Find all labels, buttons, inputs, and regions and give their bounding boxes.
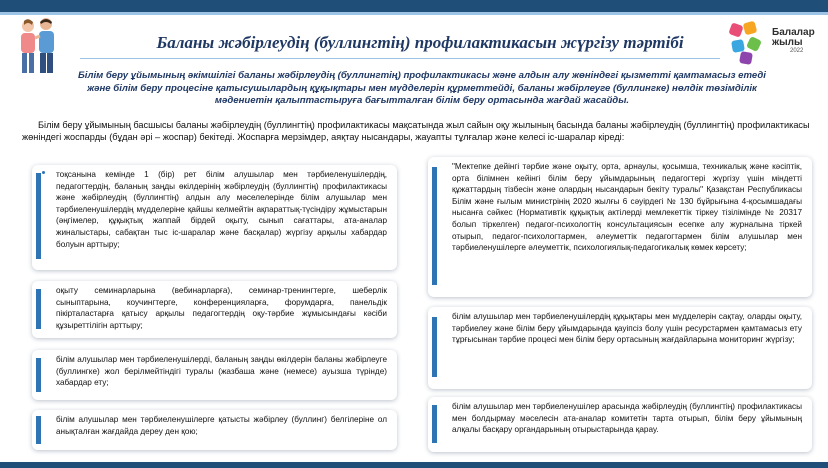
box-accent-bar — [432, 317, 437, 377]
logo-line1: Балалар — [772, 27, 815, 38]
measure-box-psychology — [428, 157, 812, 297]
measure-text: тоқсанына кемінде 1 (бір) рет білім алушылар мен тәрбиеленушілердің, педагогтердің, баланың заңды өкілдерінің жәбірлеудің (буллингтің) профилактикасы және жәбірлеудің (буллингтің) алдын алу мәселелерінде білім алушылар мен тәрбиеленушілердің мүдделеріне қайшы келмейтін ақпараттық-түсіндіру жұмыстарын (әңгімелер, құқықтық жаппай бірдей оқыту, сынып сағаттары, ата-аналар жиналыстары, сабақтан тыс іс-шаралар және басқалар) жүргізу арқылы хабардар болуын арттыру; — [56, 170, 387, 249]
measure-text: білім алушылар мен тәрбиеленушілер арасында жәбірлеудің (буллингтің) профилактикасы мен болдырмау мәселесін ата-аналар комитетін тарта отырып, білім беру ұйымының алқалы басқару органдарының отырыстарында қарау. — [452, 402, 802, 435]
measure-box-response — [32, 410, 397, 450]
logo-year: 2022 — [790, 48, 804, 54]
box-accent-bar — [432, 405, 437, 443]
logo-text — [772, 28, 815, 48]
measure-text: білім алушылар мен тәрбиеленушілерді, баланың заңды өкілдерін баланы жәбірлеуге (буллингке) жол берілмейтіндігі туралы (жазбаша және (немесе) ауызша түрінде) хабардар ету; — [56, 355, 387, 388]
box-accent-bar — [36, 416, 41, 444]
title-divider — [80, 58, 720, 59]
bottom-bar — [0, 462, 828, 468]
measure-box-monitoring — [428, 307, 812, 389]
top-bar-stripe — [0, 12, 828, 15]
intro-paragraph: Білім беру ұйымының әкімшілігі баланы жәбірлеудің (буллингтің) профилактикасы және алдын алу жөніндегі қызметті қамтамасыз етеді және білім беру процесіне қатысушылардың құқықтары мен мүдделерін құрметтейді, баланы жәбірлеуге (буллингке) нөлдік төзімділік мәдениетін қалыптастыруға бағытталған білім беру ортасында жағдай жасайды. — [78, 70, 766, 106]
box-accent-bar — [432, 167, 437, 285]
box-accent-bar — [36, 358, 41, 392]
logo-line2: жылы — [772, 37, 803, 48]
measure-box-awareness — [32, 165, 397, 270]
box-bullet-icon — [42, 171, 45, 174]
measure-text: білім алушылар мен тәрбиеленушілерге қатысты жәбірлеу (буллинг) белгілеріне ол анықталған жағдайда дереу ден қою; — [56, 415, 387, 436]
measure-box-inform — [32, 350, 397, 400]
top-bar — [0, 0, 828, 12]
measure-box-committee — [428, 397, 812, 452]
lead-paragraph: Білім беру ұйымының басшысы баланы жәбірлеудің (буллингтің) профилактикасы мақсатында жыл сайын оқу жылының басында баланы жәбірлеудің (буллингтің) профилактикасы жөніндегі жоспарды (бұдан әрі – жоспар) бекітеді. Жоспарға мерзімдер, аяқтау нысандары, жауапты тұлғалар және келесі іс-шаралар кіреді: — [22, 120, 810, 142]
page-title: Баланы жәбірлеудің (буллингтің) профилактикасын жүргізу тәртібі — [156, 33, 684, 52]
measure-text: "Мектепке дейінгі тәрбие және оқыту, орта, арнаулы, қосымша, техникалық және кәсіптік, орта білімнен кейінгі білім беру ұйымдарының педагогтері жүргізу үшін міндетті құжаттардың тізбесін және олардың нысандарын бекіту туралы" Қазақстан Республикасы Білім және ғылым министрінің 2020 жылғы 6 сәуірдегі № 130 бұйрығына 4-қосымшадағы нысанға сәйкес (Нормативтік құқықтық актілерді мемлекеттік тіркеу тізілімінде № 20317 болып тіркелген) педагог-психологтің консультациясын есепке алу журналына тіркей отырып, педагог-психологтармен, әлеуметтік педагогтармен білім алушылар мен тәрбиеленушілерге әлеуметтік, психологиялық-педагогикалық көмек көрсету; — [452, 162, 802, 253]
measure-box-training — [32, 281, 397, 338]
box-accent-bar — [36, 173, 41, 259]
measure-text: білім алушылар мен тәрбиеленушілердің құқықтары мен мүдделерін сақтау, оларды оқыту, тәрбиелеу және білім беру ұйымдарында қауіпсіз болу үшін ресурстармен қамтамасыз ету тұрғысынан тәрбие процесі мен білім беру ортасының жағдайларына мониторинг жүргізу; — [452, 312, 802, 345]
measure-text: оқыту семинарларына (вебинарларға), семинар-тренингтерге, шеберлік сыныптарына, коучингтерге, конференцияларға, форумдарға, панельдік пікірталастарға қатысу арқылы педагогтердің оқу-тәрбие жұмысындағы кәсіби құзыреттілігін арттыру; — [56, 286, 387, 330]
family-illustration-icon — [6, 16, 66, 74]
box-accent-bar — [36, 289, 41, 329]
